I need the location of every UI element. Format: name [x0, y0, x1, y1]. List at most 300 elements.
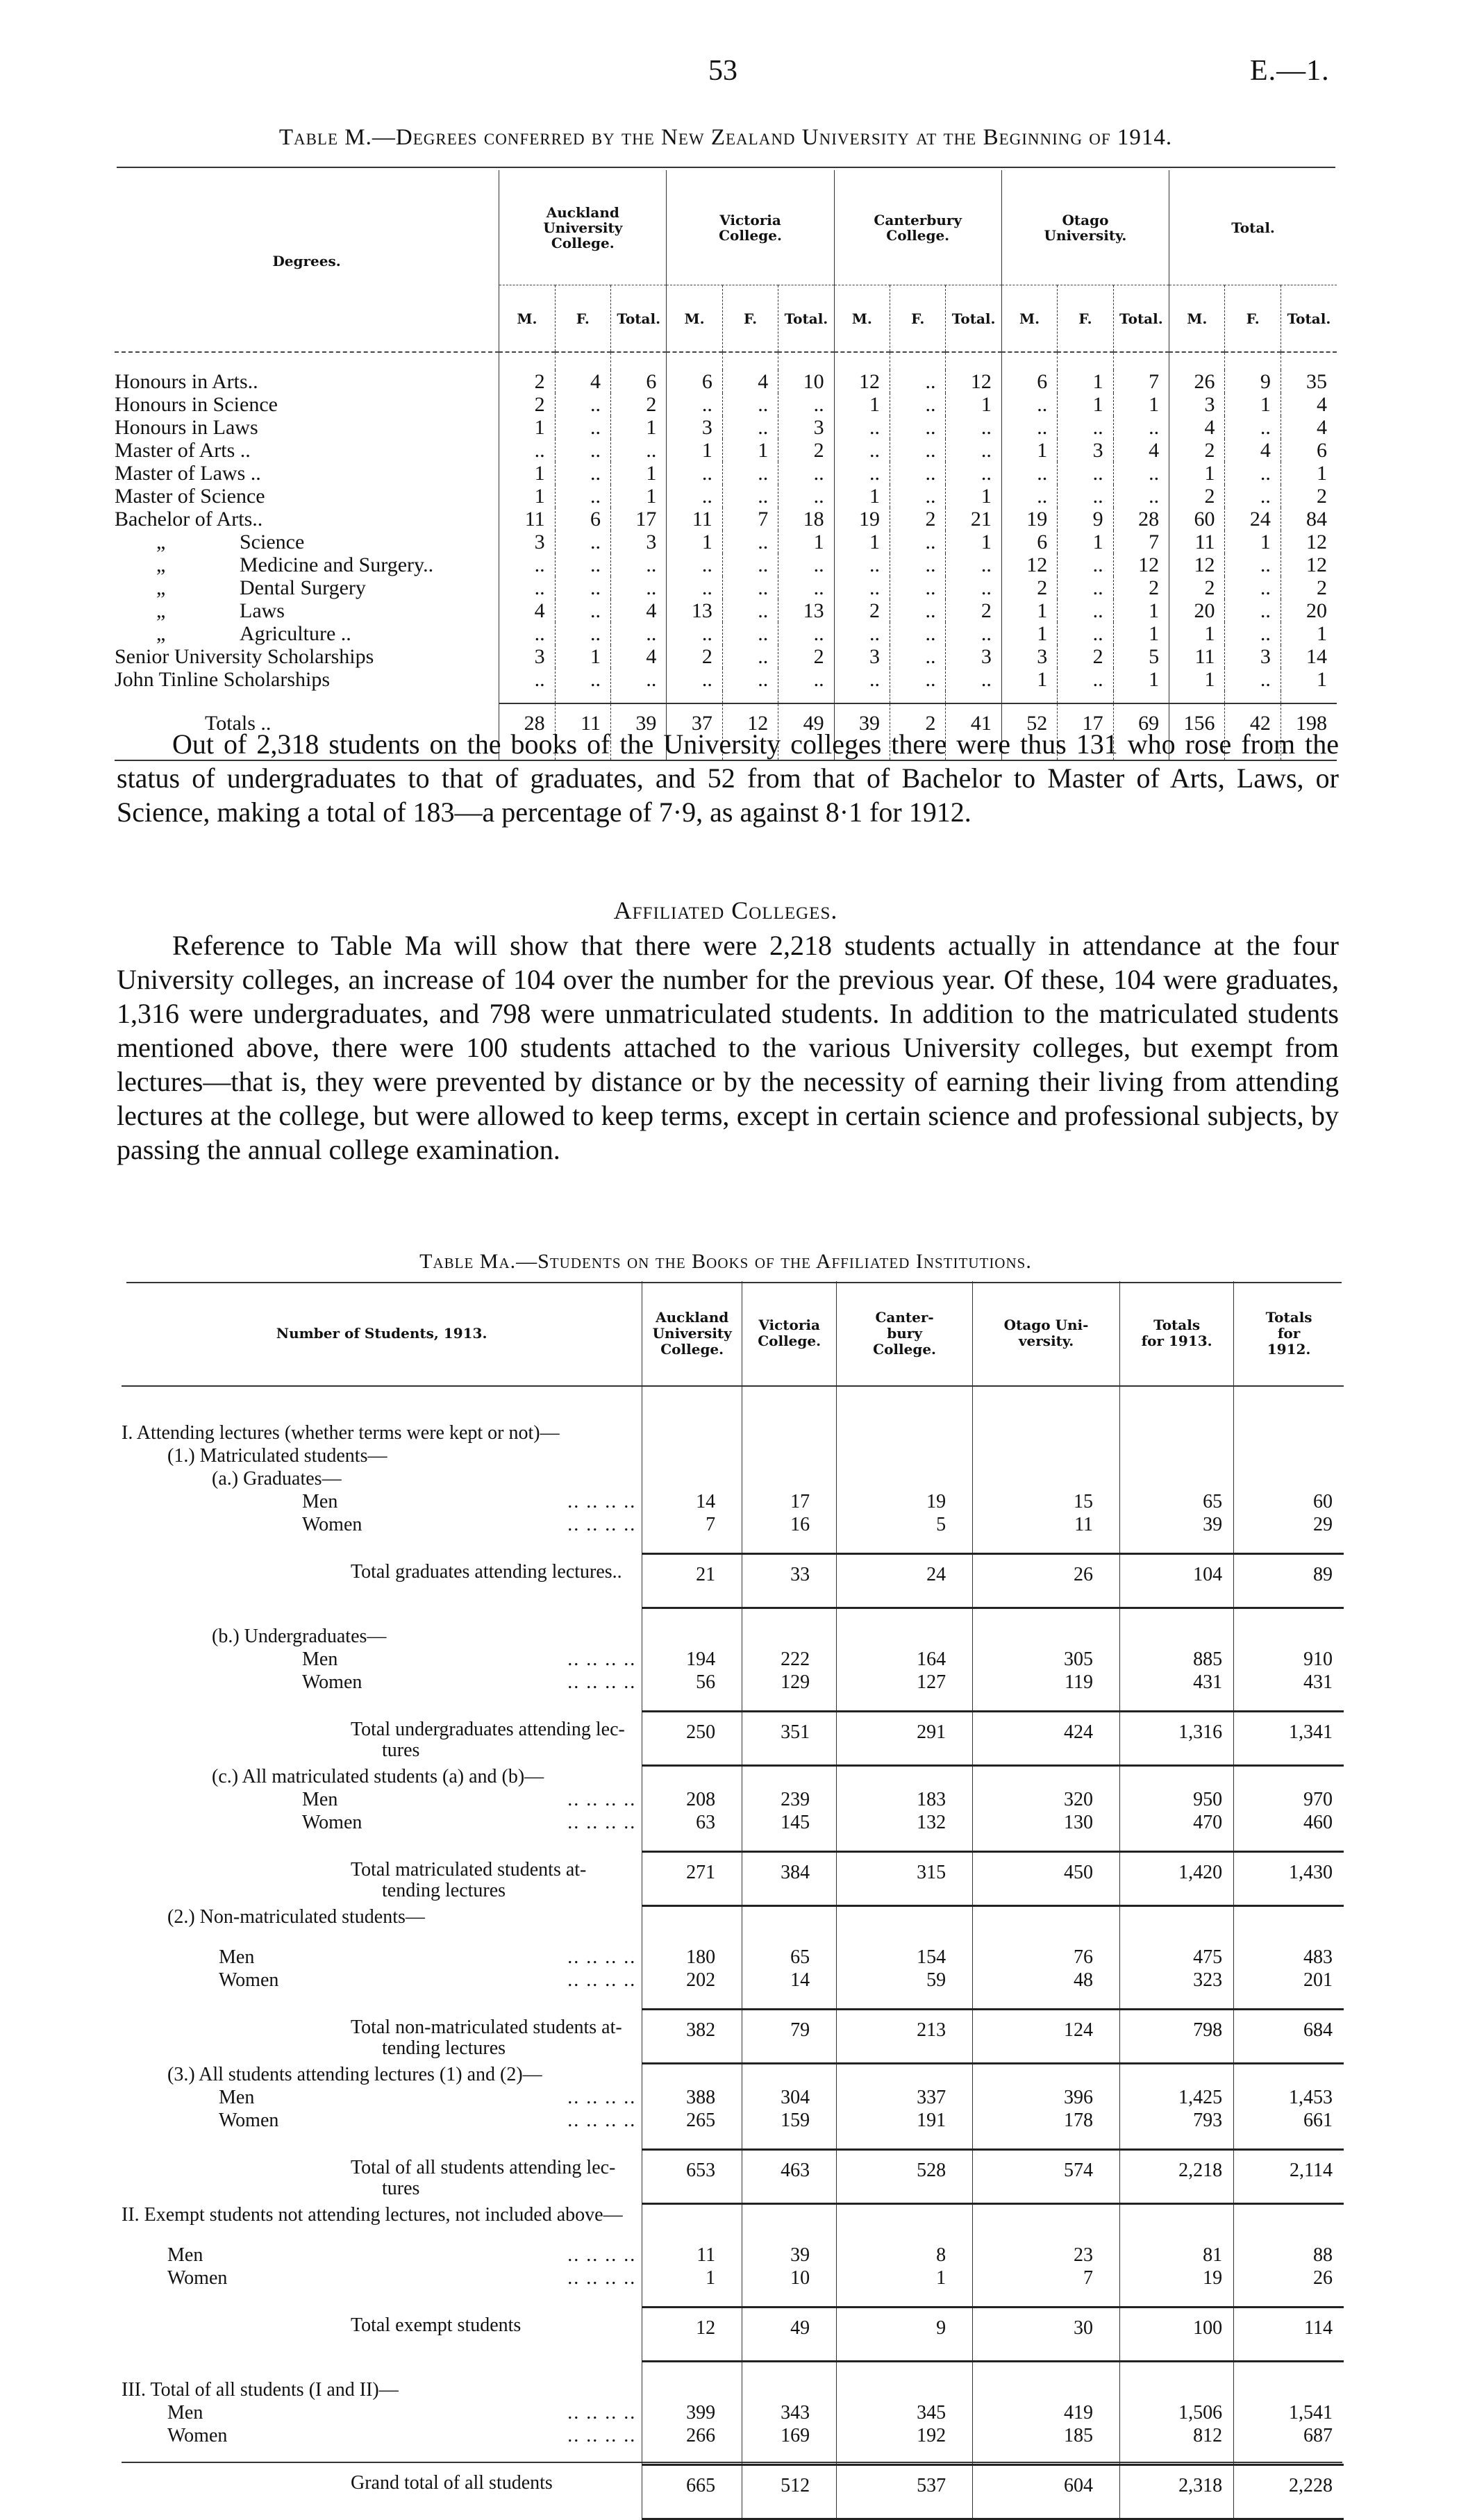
- subheader-victoria-total: Total.: [778, 285, 834, 353]
- cell-value: ..: [722, 462, 778, 485]
- section-heading-affiliated-colleges: Affiliated Colleges.: [613, 896, 838, 924]
- leader-dots: .. .. .. ..: [567, 2087, 637, 2108]
- cell-value: 89: [1234, 1553, 1344, 1608]
- cell-value: 104: [1120, 1553, 1234, 1608]
- cell-value: ..: [890, 416, 946, 439]
- women-label: Women: [167, 2425, 228, 2446]
- cell-value: 202: [642, 1969, 742, 1992]
- section-label: (2.) Non-matriculated students—: [167, 1906, 425, 1928]
- total-value: 37: [667, 703, 722, 742]
- cell-value: ..: [722, 553, 778, 576]
- cell-value: 114: [1234, 2307, 1344, 2361]
- cell-value: 88: [1234, 2244, 1344, 2267]
- cell-value: 291: [837, 1711, 973, 1765]
- cell-value: ..: [555, 393, 610, 416]
- cell-value: 2: [1281, 485, 1337, 508]
- cell-value: 3: [778, 416, 834, 439]
- cell-value: ..: [667, 576, 722, 599]
- cell-value: 1: [837, 2267, 973, 2289]
- cell-value: [837, 2361, 973, 2378]
- cell-value: [837, 2289, 973, 2307]
- cell-value: 320: [973, 1788, 1120, 1811]
- cell-value: 7: [973, 2267, 1120, 2289]
- cell-value: [837, 1404, 973, 1421]
- cell-value: 132: [837, 1811, 973, 1834]
- cell-value: [1120, 1421, 1234, 1444]
- cell-value: 26: [1234, 2267, 1344, 2289]
- cell-value: 4: [1281, 393, 1337, 416]
- cell-value: 17: [611, 508, 667, 531]
- cell-value: 39: [742, 2244, 837, 2267]
- cell-value: [642, 1608, 742, 1625]
- cell-value: [742, 1467, 837, 1490]
- cell-value: ..: [499, 622, 555, 645]
- men-label: Men: [302, 1789, 338, 1810]
- ditto-mark: „: [156, 599, 166, 622]
- cell-value: 1: [555, 645, 610, 668]
- cell-value: 1: [1281, 462, 1337, 485]
- cell-value: ..: [667, 622, 722, 645]
- cell-value: 4: [611, 645, 667, 668]
- cell-value: [1234, 1905, 1344, 1928]
- cell-value: [642, 1536, 742, 1553]
- table-row-women: [122, 2424, 1344, 2447]
- cell-value: [1120, 1905, 1234, 1928]
- cell-value: [1234, 1992, 1344, 2009]
- cell-value: 512: [742, 2464, 837, 2519]
- cell-value: 201: [1234, 1969, 1344, 1992]
- cell-value: ..: [1113, 416, 1169, 439]
- cell-value: [642, 1444, 742, 1467]
- section-2-row: [122, 1905, 1344, 1928]
- cell-value: 30: [973, 2307, 1120, 2361]
- total-value: 69: [1113, 703, 1169, 742]
- cell-value: 4: [1113, 439, 1169, 462]
- cell-value: 10: [742, 2267, 837, 2289]
- cell-value: [642, 2132, 742, 2149]
- cell-value: [1234, 2203, 1344, 2226]
- cell-value: 2: [611, 393, 667, 416]
- cell-value: 6: [611, 370, 667, 393]
- cell-value: 3: [611, 531, 667, 553]
- cell-value: [742, 1765, 837, 1788]
- cell-value: [642, 2378, 742, 2401]
- total-label-continued: tures: [382, 1739, 420, 1761]
- cell-value: 885: [1120, 1648, 1234, 1671]
- cell-value: 14: [1281, 645, 1337, 668]
- cell-value: 1: [1001, 622, 1057, 645]
- cell-value: 16: [742, 1513, 837, 1536]
- cell-value: 315: [837, 1851, 973, 1905]
- cell-value: [1234, 1928, 1344, 1946]
- cell-value: 1: [778, 531, 834, 553]
- col-header-total: Total.: [1169, 170, 1337, 285]
- cell-value: 6: [1001, 370, 1057, 393]
- col-header-auckland: Auckland University College.: [642, 1281, 742, 1386]
- cell-value: 1: [642, 2267, 742, 2289]
- cell-value: [973, 1928, 1120, 1946]
- cell-value: ..: [890, 393, 946, 416]
- cell-value: ..: [946, 622, 1001, 645]
- cell-value: [973, 1404, 1120, 1421]
- cell-value: 4: [722, 370, 778, 393]
- cell-value: 6: [1281, 439, 1337, 462]
- cell-value: [1234, 1386, 1344, 1404]
- cell-value: 793: [1120, 2109, 1234, 2132]
- cell-value: ..: [722, 668, 778, 691]
- cell-value: 5: [1113, 645, 1169, 668]
- col-header-canterbury: Canter- bury College.: [837, 1281, 973, 1386]
- cell-value: ..: [611, 439, 667, 462]
- cell-value: ..: [1058, 553, 1113, 576]
- cell-value: 2: [1113, 576, 1169, 599]
- cell-value: 12: [1281, 553, 1337, 576]
- cell-value: 33: [742, 1553, 837, 1608]
- total-value: 198: [1281, 703, 1337, 742]
- cell-value: ..: [834, 462, 890, 485]
- total-value: 11: [555, 703, 610, 742]
- cell-value: [642, 1625, 742, 1648]
- cell-value: [1120, 2203, 1234, 2226]
- cell-value: [1120, 2289, 1234, 2307]
- cell-value: [973, 2063, 1120, 2086]
- cell-value: [973, 1608, 1120, 1625]
- cell-value: ..: [722, 393, 778, 416]
- cell-value: 2: [1169, 439, 1225, 462]
- cell-value: ..: [890, 668, 946, 691]
- spacer-row: [122, 1834, 1344, 1851]
- cell-value: 2: [946, 599, 1001, 622]
- cell-value: 7: [642, 1513, 742, 1536]
- total-label: Total of all students attending lec-: [351, 2157, 616, 2178]
- section-label: (c.) All matriculated students (a) and (b)—: [212, 1766, 544, 1787]
- section-iii-row: [122, 2378, 1344, 2401]
- cell-value: ..: [1058, 576, 1113, 599]
- total-exempt-row: [122, 2307, 1344, 2361]
- cell-value: 2: [890, 508, 946, 531]
- cell-value: [742, 1992, 837, 2009]
- cell-value: 1: [1113, 622, 1169, 645]
- cell-value: ..: [555, 439, 610, 462]
- cell-value: [1120, 1467, 1234, 1490]
- cell-value: 1,425: [1120, 2086, 1234, 2109]
- cell-value: 1: [1113, 393, 1169, 416]
- section-label: (3.) All students attending lectures (1) and (2)—: [167, 2064, 542, 2085]
- cell-value: 460: [1234, 1811, 1344, 1834]
- cell-value: ..: [722, 622, 778, 645]
- total-value: 156: [1169, 703, 1225, 742]
- cell-value: ..: [778, 668, 834, 691]
- spacer-row: [115, 691, 1337, 703]
- cell-value: 127: [837, 1671, 973, 1694]
- cell-value: [1120, 2132, 1234, 2149]
- cell-value: ..: [499, 439, 555, 462]
- cell-value: 304: [742, 2086, 837, 2109]
- col-header-victoria: Victoria College.: [667, 170, 834, 285]
- cell-value: 1: [1225, 393, 1281, 416]
- degree-label-text: Laws: [240, 599, 285, 622]
- table-m-title: Table M.—Degrees conferred by the New Zealand University at the Beginning of 1914.: [278, 125, 1173, 150]
- total-label: Total exempt students: [351, 2314, 522, 2336]
- cell-value: ..: [946, 553, 1001, 576]
- cell-value: [973, 1694, 1120, 1711]
- cell-value: 4: [1225, 439, 1281, 462]
- cell-value: 222: [742, 1648, 837, 1671]
- cell-value: [1234, 1694, 1344, 1711]
- cell-value: [973, 1421, 1120, 1444]
- cell-value: [742, 1694, 837, 1711]
- cell-value: 24: [1225, 508, 1281, 531]
- cell-value: 11: [973, 1513, 1120, 1536]
- cell-value: [642, 2203, 742, 2226]
- cell-value: 2: [1169, 485, 1225, 508]
- cell-value: [642, 1905, 742, 1928]
- cell-value: [973, 2289, 1120, 2307]
- leader-dots: .. .. .. ..: [567, 1671, 637, 1693]
- cell-value: 21: [946, 508, 1001, 531]
- cell-value: ..: [1225, 576, 1281, 599]
- cell-value: 6: [555, 508, 610, 531]
- cell-value: 950: [1120, 1788, 1234, 1811]
- cell-value: 265: [642, 2109, 742, 2132]
- paragraph-graduates-summary: [117, 727, 1339, 829]
- cell-value: [742, 2063, 837, 2086]
- cell-value: 1: [1058, 370, 1113, 393]
- spacer-row: [122, 1404, 1344, 1421]
- cell-value: 49: [742, 2307, 837, 2361]
- cell-value: ..: [667, 668, 722, 691]
- cell-value: [973, 1765, 1120, 1788]
- men-label: Men: [302, 1491, 338, 1512]
- cell-value: [837, 2226, 973, 2244]
- cell-value: ..: [667, 553, 722, 576]
- leader-dots: .. .. .. ..: [567, 2244, 637, 2266]
- cell-value: 9: [1058, 508, 1113, 531]
- cell-value: 1: [499, 416, 555, 439]
- section-1-row: [122, 1444, 1344, 1467]
- cell-value: 19: [1001, 508, 1057, 531]
- men-label: Men: [219, 1946, 255, 1968]
- leader-dots: .. .. .. ..: [567, 1789, 637, 1810]
- cell-value: ..: [778, 485, 834, 508]
- cell-value: ..: [778, 462, 834, 485]
- leader-dots: .. .. .. ..: [567, 2402, 637, 2423]
- cell-value: ..: [834, 439, 890, 462]
- cell-value: 12: [1169, 553, 1225, 576]
- total-label: Grand total of all students: [351, 2472, 553, 2494]
- cell-value: 1,506: [1120, 2401, 1234, 2424]
- cell-value: 26: [1169, 370, 1225, 393]
- total-value: 17: [1058, 703, 1113, 742]
- table-ma-bottom-rule: [122, 2462, 1342, 2463]
- table-row: [115, 416, 1337, 439]
- cell-value: 323: [1120, 1969, 1234, 1992]
- section-i-row: [122, 1421, 1344, 1444]
- cell-value: 1: [1169, 668, 1225, 691]
- cell-value: 483: [1234, 1946, 1344, 1969]
- men-label: Men: [167, 2244, 203, 2266]
- cell-value: [973, 2361, 1120, 2378]
- cell-value: 382: [642, 2009, 742, 2063]
- cell-value: 15: [973, 1490, 1120, 1513]
- cell-value: [1120, 1694, 1234, 1711]
- cell-value: 35: [1281, 370, 1337, 393]
- cell-value: 65: [742, 1946, 837, 1969]
- cell-value: 463: [742, 2149, 837, 2203]
- spacer-row: [122, 2289, 1344, 2307]
- cell-value: [1120, 1928, 1234, 1946]
- cell-value: 192: [837, 2424, 973, 2447]
- total-label-continued: tending lectures: [382, 2037, 506, 2059]
- cell-value: 1,430: [1234, 1851, 1344, 1905]
- cell-value: 39: [1120, 1513, 1234, 1536]
- cell-value: [1234, 2132, 1344, 2149]
- cell-value: [1234, 2226, 1344, 2244]
- col-header-otago: Otago Uni- versity.: [973, 1281, 1120, 1386]
- cell-value: [837, 1386, 973, 1404]
- men-label: Men: [302, 1649, 338, 1670]
- cell-value: 81: [1120, 2244, 1234, 2267]
- cell-value: ..: [1058, 599, 1113, 622]
- cell-value: [742, 1834, 837, 1851]
- cell-value: 10: [778, 370, 834, 393]
- cell-value: [742, 1421, 837, 1444]
- cell-value: ..: [890, 462, 946, 485]
- cell-value: 13: [778, 599, 834, 622]
- cell-value: 1: [1113, 599, 1169, 622]
- degree-label: Senior University Scholarships: [115, 645, 374, 668]
- cell-value: 574: [973, 2149, 1120, 2203]
- cell-value: ..: [1225, 668, 1281, 691]
- cell-value: 8: [837, 2244, 973, 2267]
- cell-value: 1,316: [1120, 1711, 1234, 1765]
- cell-value: 351: [742, 1711, 837, 1765]
- cell-value: [642, 2289, 742, 2307]
- cell-value: [742, 2361, 837, 2378]
- leader-dots: .. .. .. ..: [567, 1969, 637, 1991]
- cell-value: 7: [1113, 370, 1169, 393]
- table-row-women: [122, 2109, 1344, 2132]
- total-value: 49: [778, 703, 834, 742]
- spacer-row: [122, 1694, 1344, 1711]
- subheader-auckland-f: F.: [555, 285, 610, 353]
- cell-value: [1120, 1608, 1234, 1625]
- degree-label: [115, 576, 366, 599]
- table-row-men: [122, 2244, 1344, 2267]
- cell-value: 178: [973, 2109, 1120, 2132]
- cell-value: 1: [499, 485, 555, 508]
- degree-label-text: Medicine and Surgery..: [240, 553, 434, 576]
- leader-dots: .. .. .. ..: [567, 1491, 637, 1512]
- cell-value: 194: [642, 1648, 742, 1671]
- total-matriculated-row: [122, 1851, 1344, 1905]
- cell-value: 1: [1281, 668, 1337, 691]
- cell-value: 2,228: [1234, 2464, 1344, 2519]
- women-label: Women: [219, 2110, 279, 2131]
- cell-value: 4: [555, 370, 610, 393]
- degree-label: [115, 622, 351, 645]
- cell-value: [1234, 1404, 1344, 1421]
- label-header: Number of Students, 1913.: [122, 1281, 642, 1386]
- paragraph-affiliated-colleges: [117, 928, 1339, 1167]
- cell-value: [1234, 2289, 1344, 2307]
- degree-label-text: Science: [240, 531, 305, 553]
- cell-value: ..: [778, 622, 834, 645]
- cell-value: 20: [1169, 599, 1225, 622]
- section-c-row: [122, 1765, 1344, 1788]
- cell-value: 14: [642, 1490, 742, 1513]
- spacer-row: [122, 1386, 1344, 1404]
- cell-value: [837, 2063, 973, 2086]
- cell-value: 1: [611, 416, 667, 439]
- table-row-men: [122, 1648, 1344, 1671]
- cell-value: ..: [778, 576, 834, 599]
- cell-value: [742, 1444, 837, 1467]
- subheader-canterbury-f: F.: [890, 285, 946, 353]
- cell-value: ..: [722, 599, 778, 622]
- cell-value: 60: [1169, 508, 1225, 531]
- cell-value: 812: [1120, 2424, 1234, 2447]
- cell-value: ..: [1058, 622, 1113, 645]
- col-header-totals-1913: Totals for 1913.: [1120, 1281, 1234, 1386]
- cell-value: ..: [1225, 553, 1281, 576]
- subheader-victoria-f: F.: [722, 285, 778, 353]
- cell-value: [1234, 1421, 1344, 1444]
- women-label: Women: [219, 1969, 279, 1991]
- total-value: 12: [722, 703, 778, 742]
- cell-value: ..: [611, 553, 667, 576]
- cell-value: 604: [973, 2464, 1120, 2519]
- cell-value: 169: [742, 2424, 837, 2447]
- cell-value: ..: [555, 416, 610, 439]
- cell-value: [742, 1386, 837, 1404]
- spacer-row: [122, 2132, 1344, 2149]
- cell-value: 537: [837, 2464, 973, 2519]
- leader-dots: .. .. .. ..: [567, 1649, 637, 1670]
- cell-value: ..: [1001, 416, 1057, 439]
- cell-value: 2,318: [1120, 2464, 1234, 2519]
- cell-value: 305: [973, 1648, 1120, 1671]
- cell-value: 687: [1234, 2424, 1344, 2447]
- cell-value: 11: [642, 2244, 742, 2267]
- cell-value: 661: [1234, 2109, 1344, 2132]
- total-value: 39: [611, 703, 667, 742]
- cell-value: [1234, 1625, 1344, 1648]
- cell-value: 250: [642, 1711, 742, 1765]
- cell-value: [973, 1386, 1120, 1404]
- cell-value: 5: [837, 1513, 973, 1536]
- cell-value: 79: [742, 2009, 837, 2063]
- table-row-men: [122, 2086, 1344, 2109]
- cell-value: ..: [946, 416, 1001, 439]
- cell-value: [973, 2226, 1120, 2244]
- cell-value: 29: [1234, 1513, 1344, 1536]
- cell-value: 154: [837, 1946, 973, 1969]
- cell-value: 396: [973, 2086, 1120, 2109]
- section-label: (b.) Undergraduates—: [212, 1626, 387, 1647]
- leader-dots: .. .. .. ..: [567, 2425, 637, 2446]
- cell-value: [1234, 1765, 1344, 1788]
- cell-value: [642, 1928, 742, 1946]
- cell-value: 6: [667, 370, 722, 393]
- total-label-continued: tending lectures: [382, 1880, 506, 1901]
- total-graduates-row: [122, 1553, 1344, 1608]
- cell-value: [742, 2203, 837, 2226]
- table-row: [115, 370, 1337, 393]
- cell-value: 1: [1225, 531, 1281, 553]
- cell-value: 12: [946, 370, 1001, 393]
- table-row: [115, 645, 1337, 668]
